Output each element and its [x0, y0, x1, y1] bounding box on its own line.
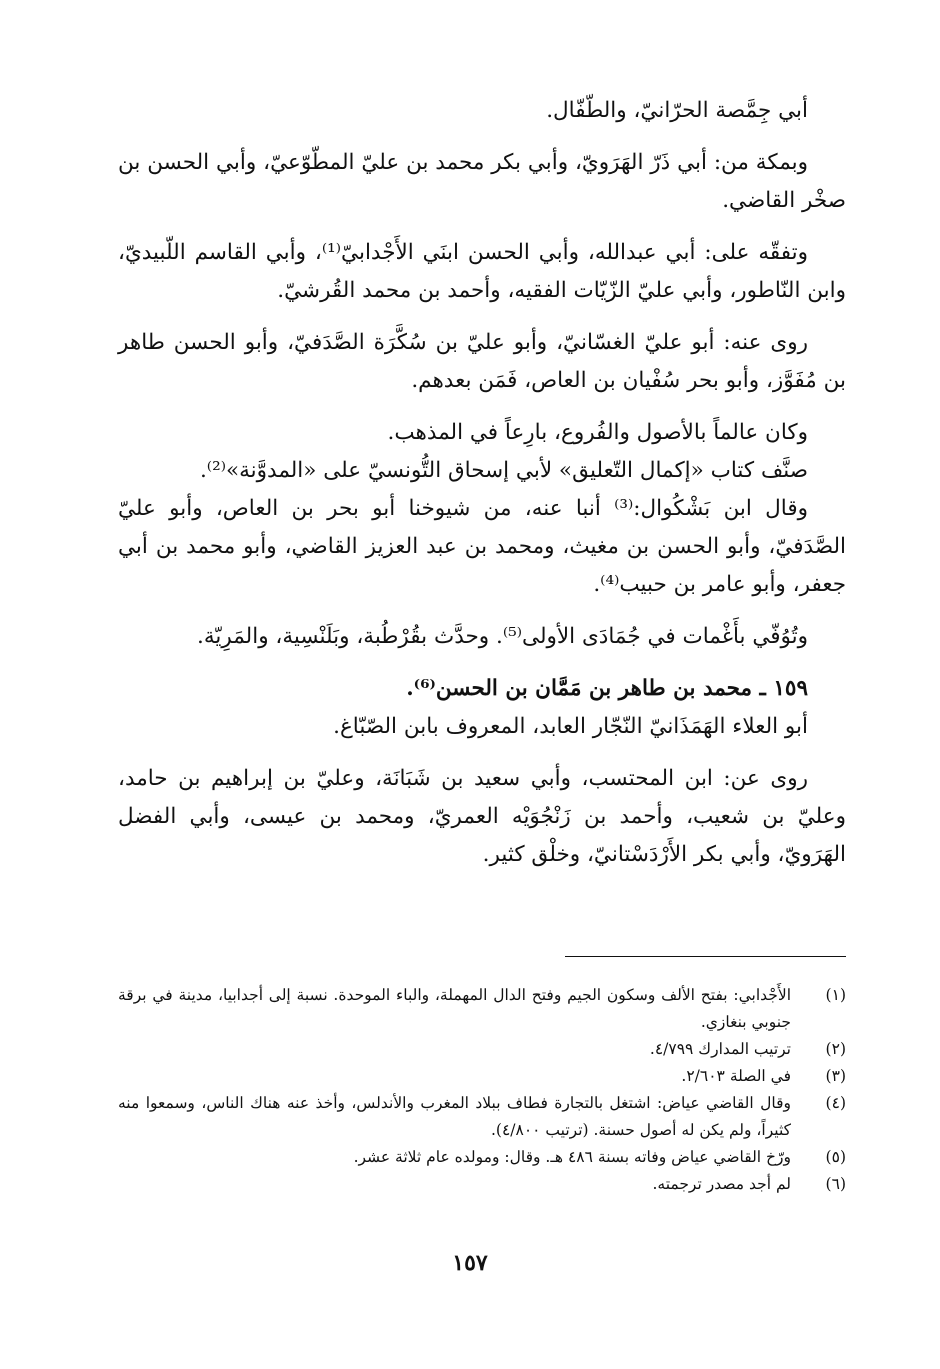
paragraph: وقال ابن بَشْكُوال:⁽³⁾ أنبا عنه، من شيوخنا أبو بحر بن العاص، وأبو عليّ الصَّدَفيّ، وأبو الحسن بن مغيث، ومحمد بن عبد العزيز القاضي، وأبو محمد بن أبي جعفر، وأبو عامر بن حبيب⁽⁴⁾. — [118, 496, 846, 597]
main-text — [118, 92, 846, 874]
paragraph: وبمكة من: أبي ذَرّ الهَرَويّ، وأبي بكر محمد بن عليّ المطّوّعيّ، وأبي الحسن بن صخْر القاضي. — [118, 150, 846, 213]
footnote-number: (٦) — [825, 1175, 846, 1193]
paragraph: وتُوُفّي بأَغْمات في جُمَادَى الأولى⁽⁵⁾. وحدَّث بقُرْطُبة، وبَلَنْسِية، والمَرِيّة. — [197, 624, 808, 649]
footnote-text: ورّخ القاضي عياض وفاته بسنة ٤٨٦ هـ. وقال: ومولده عام ثلاثة عشر. — [353, 1148, 791, 1166]
footnote-number: (٥) — [825, 1148, 846, 1166]
footnote-divider — [565, 956, 846, 957]
footnote — [118, 1036, 846, 1063]
footnote-text: وقال القاضي عياض: اشتغل بالتجارة فطاف ببلاد المغرب والأندلس، وأخذ عنه هناك الناس، وسمعوا منه كثيراً، ولم يكن له أصول حسنة. (ترتيب ٤/٨٠٠). — [118, 1094, 791, 1139]
footnote — [118, 982, 846, 1036]
entry-heading: ١٥٩ ـ محمد بن طاهر بن مَمَّان بن الحسن⁽⁶⁾. — [406, 676, 808, 701]
footnote — [118, 1144, 846, 1171]
entry-subtitle: أبو العلاء الهَمَذَانيّ النّجّار العابد، المعروف بابن الصّبّاغ. — [333, 714, 808, 739]
page-number: ١٥٧ — [452, 1250, 488, 1276]
footnote-number: (٤) — [825, 1094, 846, 1112]
paragraph: وكان عالماً بالأصول والفُروع، بارِعاً في المذهب. — [387, 420, 808, 445]
paragraph: صنَّف كتاب «إكمال التّعليق» لأبي إسحاق التُّونسيّ على «المدوَّنة»⁽²⁾. — [199, 458, 808, 483]
footnote-text: لم أجد مصدر ترجمته. — [652, 1175, 791, 1193]
footnote-text: في الصلة ٢/٦٠٣. — [681, 1067, 791, 1085]
entry-body: روى عن: ابن المحتسب، وأبي سعيد بن شَبَانَة، وعليّ بن إبراهيم بن حامد، وعليّ بن شعيب، وأحمد بن زَنْجُوَيْه العمريّ، ومحمد بن عيسى، وأبي الفضل الهَرَويّ، وأبي بكر الأَرْدَسْتانيّ، وخلْق كثير. — [118, 766, 846, 867]
footnote-text: ترتيب المدارك ٤/٧٩٩. — [649, 1040, 791, 1058]
footnote-text: الأَجْدابي: بفتح الألف وسكون الجيم وفتح الدال المهملة، والباء الموحدة. نسبة إلى أجدابيا، مدينة في برقة جنوبي بنغازي. — [118, 986, 791, 1031]
paragraph: أبي جِمَّصة الحرّانيّ، والطّفّال. — [546, 98, 808, 123]
paragraph: روى عنه: أبو عليّ الغسّانيّ، وأبو عليّ بن سُكَّرَة الصَّدَفيّ، وأبو الحسن طاهر بن مُفَوَّز، وأبو بحر سُفْيان بن العاص، فَمَن بعدهم. — [118, 330, 846, 393]
footnote — [118, 1090, 846, 1144]
footnote — [118, 1171, 846, 1198]
footnote-number: (٣) — [825, 1067, 846, 1085]
footnotes — [118, 982, 846, 1198]
paragraph: وتفقّه على: أبي عبدالله، وأبي الحسن ابنَي الأَجْدابيّ⁽¹⁾، وأبي القاسم اللّبيديّ، وابن النّاطور، وأبي عليّ الزّيّات الفقيه، وأحمد بن محمد القُرشيّ. — [118, 240, 846, 303]
footnote-number: (٢) — [825, 1040, 846, 1058]
footnote — [118, 1063, 846, 1090]
footnote-number: (١) — [825, 986, 846, 1004]
